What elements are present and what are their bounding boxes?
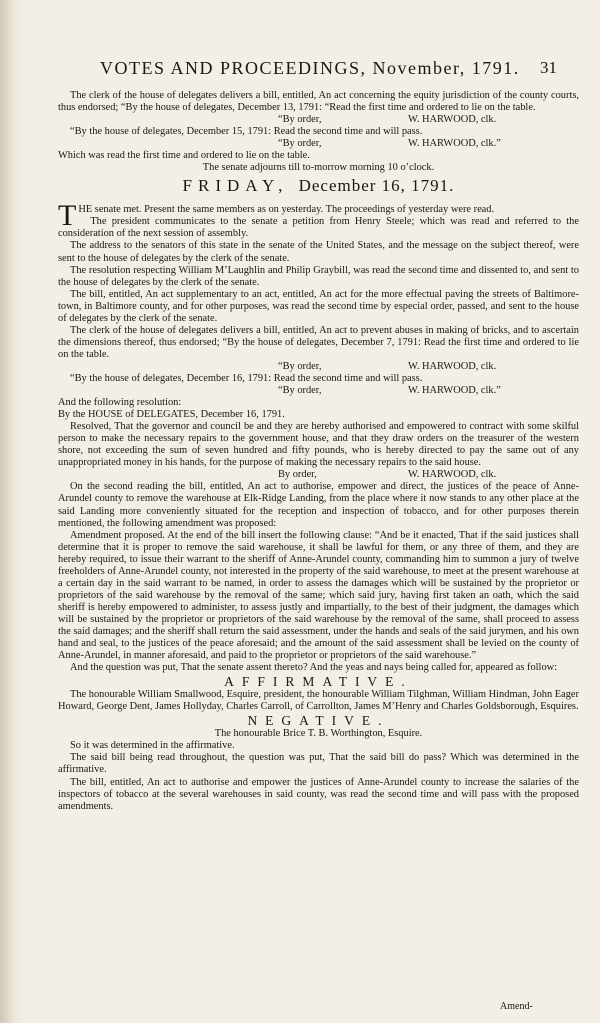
paragraph-text: HE senate met. Present the same members as on yesterday. The proceedings of yesterday were read. <box>78 204 495 216</box>
clerk-signature: W. HARWOOD, clk. <box>408 114 497 126</box>
page-binding-edge <box>0 0 22 1023</box>
negative-list: The honourable Brice T. B. Worthington, Esquire. <box>214 728 423 740</box>
paragraph: And the question was put, That the senate assent thereto? And the yeas and nays being called for, appeared as follow: <box>70 662 558 674</box>
paragraph: The said bill being read throughout, the question was put, That the said bill do pass? Which was determined in the affirmative. <box>58 752 579 776</box>
signature-line <box>58 138 579 150</box>
by-order: “By order, <box>278 385 322 397</box>
paragraph: The address to the senators of this state in the senate of the United States, and the message on the subject thereof, were sent to the house of delegates by the clerk of the senate. <box>58 240 579 264</box>
paragraph: “By the house of delegates, December 16, 1791: Read the second time and will pass. <box>70 372 423 384</box>
affirmative-heading: AFFIRMATIVE. <box>224 674 413 690</box>
house-heading: By the HOUSE of DELEGATES, December 16, 1791. <box>58 409 285 421</box>
clerk-signature: W. HARWOOD, clk.” <box>408 385 501 397</box>
paragraph: On the second reading the bill, entitled, An act to authorise, empower and direct, the justices of the peace of Anne-Arundel county to remove the warehouse at Elk-Ridge Landing, from the place where it now stands to any other place at the said Landing more conveniently situated for the reception and inspection of tobacco, and for other purposes therein mentioned, the following amendment was proposed: <box>58 481 579 529</box>
signature-line <box>58 469 579 481</box>
paragraph: So it was determined in the affirmative. <box>70 740 235 752</box>
negative-heading: NEGATIVE. <box>247 713 390 729</box>
affirmative-list: The honourable William Smallwood, Esquire, president, the honourable William Tilghman, William Hindman, John Eager Howard, George Dent, James Hollyday, Charles Carroll, of Carrollton, James M’Henry and Charles Goldsborough, Esquires. <box>58 689 579 713</box>
drop-cap: T <box>58 199 77 233</box>
paragraph: The clerk of the house of delegates delivers a bill, entitled, An act concerning the equity jurisdiction of the county courts, thus endorsed; “By the house of delegates, December 13, 1791: “Read the first time and ordered to lie on the table. <box>58 90 579 114</box>
header-title: VOTES AND PROCEEDINGS, November, 1791. <box>100 58 520 78</box>
paragraph: The resolution respecting William M’Laughlin and Philip Graybill, was read the second time and dissented to, and sent to the house of delegates by the clerk of the senate. <box>58 264 579 288</box>
clerk-signature: W. HARWOOD, clk. <box>408 469 497 481</box>
paragraph: The president communicates to the senate a petition from Henry Steele; which was read and referred to the consideration of the next session of assembly. <box>58 216 579 240</box>
day-heading <box>58 176 579 200</box>
document-body <box>58 90 579 813</box>
signature-line <box>58 361 579 373</box>
amendment-paragraph: Amendment proposed. At the end of the bill insert the following clause: “And be it enacted, That if the said justices shall determine that it is proper to remove the said warehouse, it shall be lawful for them, or any three of them, and they are hereby required, to issue their warrant to the sheriff of Anne-Arundel county, commanding him to summon a jury of twelve freeholders of Anne-Arundel county, not interested in the property of the said warehouse, to meet at the present warehouse at a certain day in the said warrant to be named, in order to assess the damages which will be sustained by the proprietor or proprietors of the said warehouse by the removal of the same; which said jury, having first taken an oath, which the said sheriff is hereby empowered to administer, to assess justly and impartially, to the best of their judgment, the damages which will be sustained by the proprietor or proprietors of the said warehouse by the removal of the same, shall proceed to assess the said damages; and the sheriff shall return the said assessment, under the hands and seals of the said jurymen, and his own hand and seal, to the justices of the peace aforesaid; and the amount of the said assessment shall be levied on the county of Anne-Arundel, in manner aforesaid, and paid to the proprietor or proprietors of the said warehouse.” <box>58 529 579 662</box>
paragraph: Which was read the first time and ordered to lie on the table. <box>58 150 310 162</box>
clerk-signature: W. HARWOOD, clk. <box>408 360 497 372</box>
paragraph: “By the house of delegates, December 15, 1791: Read the second time and will pass. <box>70 126 423 138</box>
catchword: Amend- <box>500 1001 533 1012</box>
adjournment-line: The senate adjourns till to-morrow morning 10 o’clock. <box>202 162 435 174</box>
paragraph: And the following resolution: <box>58 397 182 409</box>
paragraph: The clerk of the house of delegates delivers a bill, entitled, An act to prevent abuses in making of bricks, and to ascertain the dimensions thereof, thus endorsed; “By the house of delegates, December 7, 1791: Read the first time and ordered to lie on the table. <box>58 324 579 360</box>
resolution-paragraph: Resolved, That the governor and council be and they are hereby authorised and empowered to contract with some skilful person to make the necessary repairs to the government house, and that they draw orders on the treasurer of the western shore, not exceeding the sum of seven hundred and fifty pounds, who is hereby directed to pay the same out of any unappropriated money in his hands, for the purpose of making the necessary repairs to the said house. <box>58 421 579 469</box>
signature-line <box>58 385 579 397</box>
paragraph: The bill, entitled, An act to authorise and empower the justices of Anne-Arundel county to increase the salaries of the inspectors of tobacco at the several warehouses in said county, was read the second time and will pass with the proposed amendments. <box>58 776 579 812</box>
day-date: December 16, 1791. <box>298 176 455 196</box>
paragraph: The bill, entitled, An act supplementary to an act, entitled, An act for the more effectual paving the streets of Baltimore-town, in Baltimore county, and for other purposes, was read the second time by especial order, passed, and sent to the house of delegates by the clerk of the senate. <box>58 288 579 324</box>
day-name: FRIDAY, <box>182 176 289 196</box>
signature-line <box>58 114 579 126</box>
page-number: 31 <box>540 58 557 77</box>
clerk-signature: W. HARWOOD, clk.” <box>408 138 501 150</box>
running-header <box>0 58 600 82</box>
by-order: “By order, <box>278 114 322 126</box>
by-order: “By order, <box>278 360 322 372</box>
by-order: “By order, <box>278 138 322 150</box>
by-order: By order, <box>278 469 317 481</box>
